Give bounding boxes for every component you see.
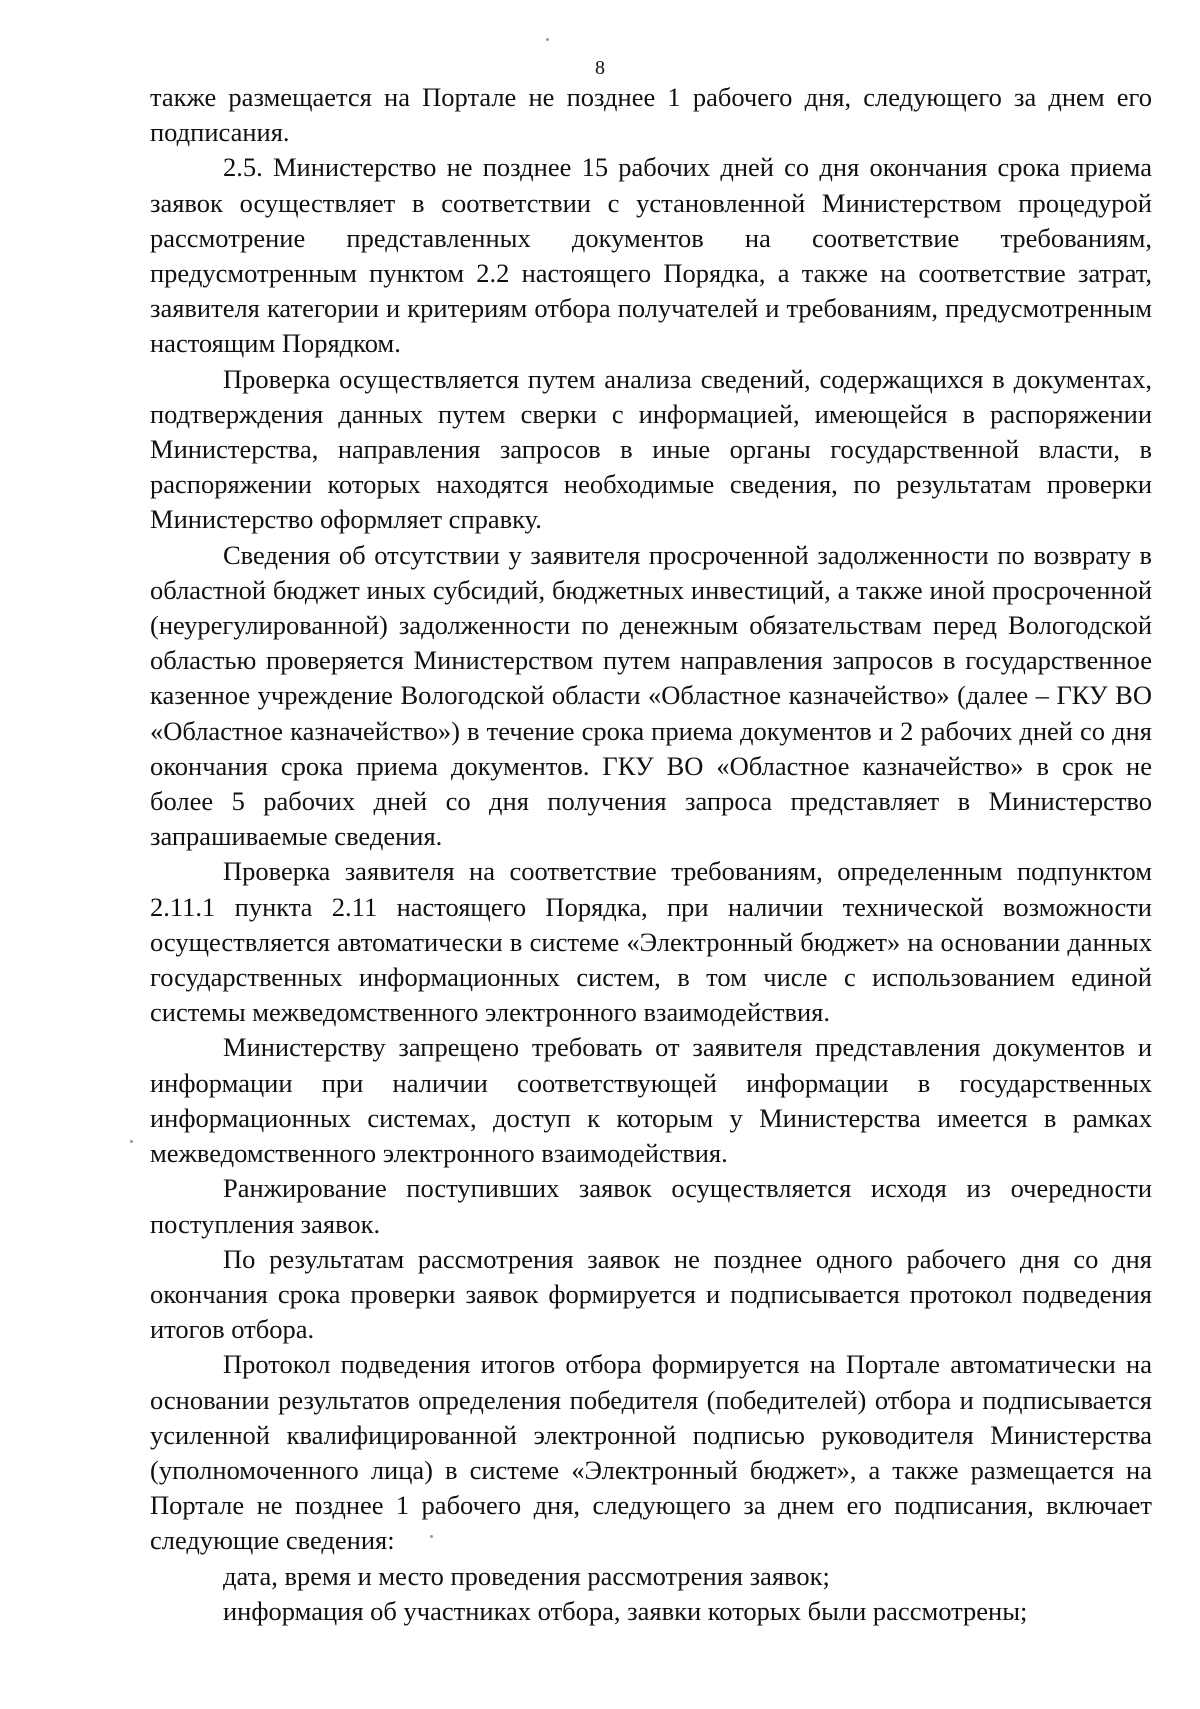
scan-speck-top (546, 38, 549, 41)
document-body (150, 80, 1152, 1629)
paragraph-results: По результатам рассмотрения заявок не позднее одного рабочего дня со дня окончания срока проверки заявок формируется и подписывается протокол подведения итогов отбора. (150, 1243, 1152, 1345)
scan-speck-bottom (430, 1535, 433, 1538)
paragraph-protocol: Протокол подведения итогов отбора формируется на Портале автоматически на основании результатов определения победителя (победителей) отбора и подписывается усиленной квалифицированной электронной подписью руководителя Министерства (уполномоченного лица) в системе «Электронный бюджет», а также размещается на Портале не позднее 1 рабочего дня, следующего за днем его подписания, включает следующие сведения: (150, 1349, 1152, 1556)
paragraph-continuation: также размещается на Портале не позднее 1 рабочего дня, следующего за днем его подписания. (150, 82, 1152, 148)
list-item-date-time: дата, время и место проведения рассмотрения заявок; (223, 1560, 830, 1591)
paragraph-ranking: Ранжирование поступивших заявок осуществляется исходя из очередности поступления заявок. (150, 1173, 1152, 1239)
paragraph-2-5: 2.5. Министерство не позднее 15 рабочих дней со дня окончания срока приема заявок осуществляет в соответствии с установленной Министерством процедурой рассмотрение представленных документов на соответствие требованиям, предусмотренным пунктом 2.2 настоящего Порядка, а также на соответствие затрат, заявителя категории и критериям отбора получателей и требованиям, предусмотренным настоящим Порядком. (150, 152, 1152, 359)
scan-speck-left (130, 1140, 133, 1143)
paragraph-requirements-check: Проверка заявителя на соответствие требованиям, определенным подпунктом 2.11.1 пункта 2.11 настоящего Порядка, при наличии технической возможности осуществляется автоматически в системе «Электронный бюджет» на основании данных государственных информационных систем, в том числе с использованием единой системы межведомственного электронного взаимодействия. (150, 856, 1152, 1028)
paragraph-debt-info: Сведения об отсутствии у заявителя просроченной задолженности по возврату в областной бюджет иных субсидий, бюджетных инвестиций, а также иной просроченной (неурегулированной) задолженности по денежным обязательствам перед Вологодской областью проверяется Министерством путем направления запросов в государственное казенное учреждение Вологодской области «Областное казначейство» (далее – ГКУ ВО «Областное казначейство») в течение срока приема документов и 2 рабочих дней со дня окончания срока приема документов. ГКУ ВО «Областное казначейство» в срок не более 5 рабочих дней со дня получения запроса представляет в Министерство запрашиваемые сведения. (150, 539, 1152, 852)
page-number: 8 (595, 57, 605, 79)
paragraph-prohibition: Министерству запрещено требовать от заявителя представления документов и информации при наличии соответствующей информации в государственных информационных системах, доступ к которым у Министерства имеется в рамках межведомственного электронного взаимодействия. (150, 1032, 1152, 1169)
paragraph-verification: Проверка осуществляется путем анализа сведений, содержащихся в документах, подтверждения данных путем сверки с информацией, имеющейся в распоряжении Министерства, направления запросов в иные органы государственной власти, в распоряжении которых находятся необходимые сведения, по результатам проверки Министерство оформляет справку. (150, 363, 1152, 535)
list-item-participants: информация об участниках отбора, заявки которых были рассмотрены; (223, 1595, 1028, 1626)
